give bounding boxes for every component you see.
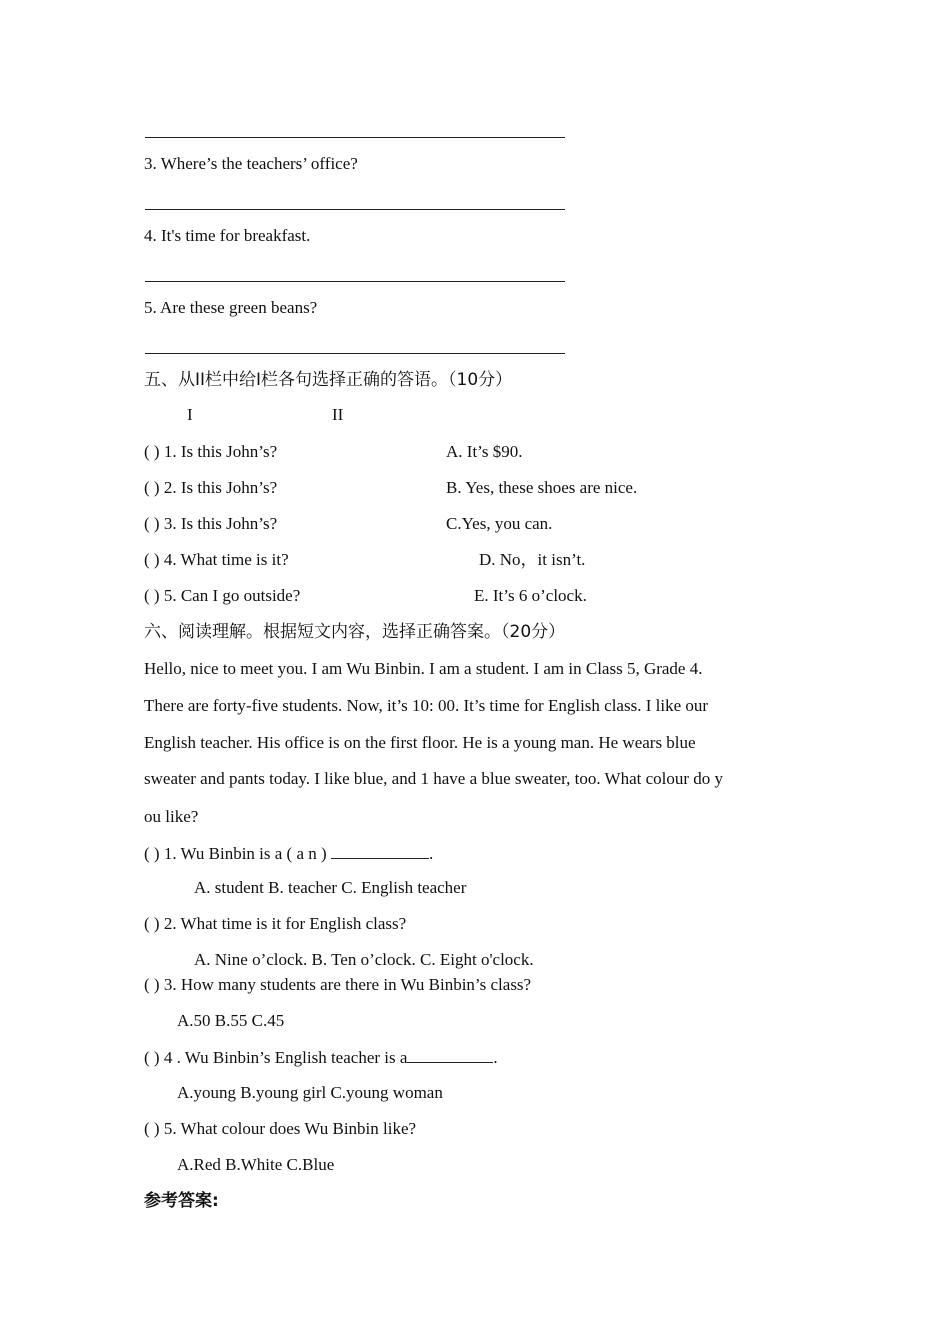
reading-question [144, 1047, 498, 1068]
question-end: . [493, 1048, 498, 1067]
answer-bracket[interactable]: ( ) [144, 1119, 160, 1138]
question-options: A.50 B.55 C.45 [177, 1011, 285, 1030]
question-text: 4 . Wu Binbin’s English teacher is a [163, 1048, 408, 1067]
question-end: . [428, 844, 434, 863]
answer-bracket[interactable]: ( ) [144, 550, 160, 569]
answer-bracket[interactable]: ( ) [144, 478, 160, 497]
question-5: 5. Are these green beans? [144, 298, 318, 317]
match-question: 3. Is this John’s? [163, 514, 278, 533]
answer-bracket[interactable]: ( ) [144, 514, 160, 533]
question-text: 2. What time is it for English class? [163, 914, 407, 933]
match-row [144, 442, 277, 462]
passage-line: Hello, nice to meet you. I am Wu Binbin. I am a student. I am in Class 5, Grade 4. [144, 659, 703, 678]
answer-line [145, 137, 565, 138]
question-options: A. student B. teacher C. English teacher [194, 878, 467, 897]
match-question: 2. Is this John’s? [163, 478, 278, 497]
question-text: 3. How many students are there in Wu Binbin’s class? [163, 975, 532, 994]
match-answer: D. No，it isn’t. [479, 550, 586, 569]
answer-line [145, 281, 565, 282]
match-row [144, 586, 300, 606]
answer-bracket[interactable]: ( ) [144, 1048, 160, 1067]
reading-question [144, 1119, 416, 1139]
section-6-heading: 六、阅读理解。根据短文内容，选择正确答案。（20分） [144, 622, 566, 642]
answer-blank[interactable] [407, 1047, 493, 1063]
answer-bracket[interactable]: ( ) [144, 975, 160, 994]
passage-line: sweater and pants today. I like blue, and 1 have a blue sweater, too. What colour do y [144, 769, 724, 788]
answer-bracket[interactable]: ( ) [144, 914, 160, 933]
passage-line: There are forty-five students. Now, it’s 10: 00. It’s time for English class. I like our [144, 696, 709, 715]
question-options: A.young B.young girl C.young woman [177, 1083, 443, 1102]
reading-question [144, 914, 406, 934]
question-4: 4. It's time for breakfast. [144, 226, 311, 245]
match-answer: A. It’s $90. [446, 442, 523, 461]
answer-line [145, 209, 565, 210]
answer-bracket[interactable]: ( ) [144, 442, 160, 461]
passage-line: ou like? [144, 807, 199, 826]
answer-bracket[interactable]: ( ) [144, 586, 160, 605]
question-text: 5. What colour does Wu Binbin like? [163, 1119, 417, 1138]
match-question: 1. Is this John’s? [163, 442, 278, 461]
match-row [144, 550, 289, 570]
answer-key-heading: 参考答案: [144, 1191, 219, 1211]
question-options: A. Nine o’clock. B. Ten o’clock. C. Eight o'clock. [194, 950, 534, 969]
match-answer: C.Yes, you can. [446, 514, 553, 533]
question-text: 1. Wu Binbin is a ( a n ) [163, 844, 327, 863]
question-3: 3. Where’s the teachers’ office? [144, 154, 358, 173]
reading-question [144, 843, 433, 864]
reading-question [144, 975, 531, 995]
column-ii-label: II [332, 405, 344, 424]
passage-line: English teacher. His office is on the first floor. He is a young man. He wears blue [144, 733, 696, 752]
match-answer: B. Yes, these shoes are nice. [446, 478, 638, 497]
question-options: A.Red B.White C.Blue [177, 1155, 335, 1174]
column-i-label: I [187, 405, 193, 424]
match-question: 4. What time is it? [163, 550, 289, 569]
section-5-heading: 五、从II栏中给I栏各句选择正确的答语。（10分） [144, 370, 513, 390]
match-answer: E. It’s 6 o’clock. [474, 586, 587, 605]
answer-blank[interactable] [331, 843, 429, 859]
answer-bracket[interactable]: ( ) [144, 844, 160, 863]
match-question: 5. Can I go outside? [163, 586, 301, 605]
answer-line [145, 353, 565, 354]
match-row [144, 478, 277, 498]
match-row [144, 514, 277, 534]
